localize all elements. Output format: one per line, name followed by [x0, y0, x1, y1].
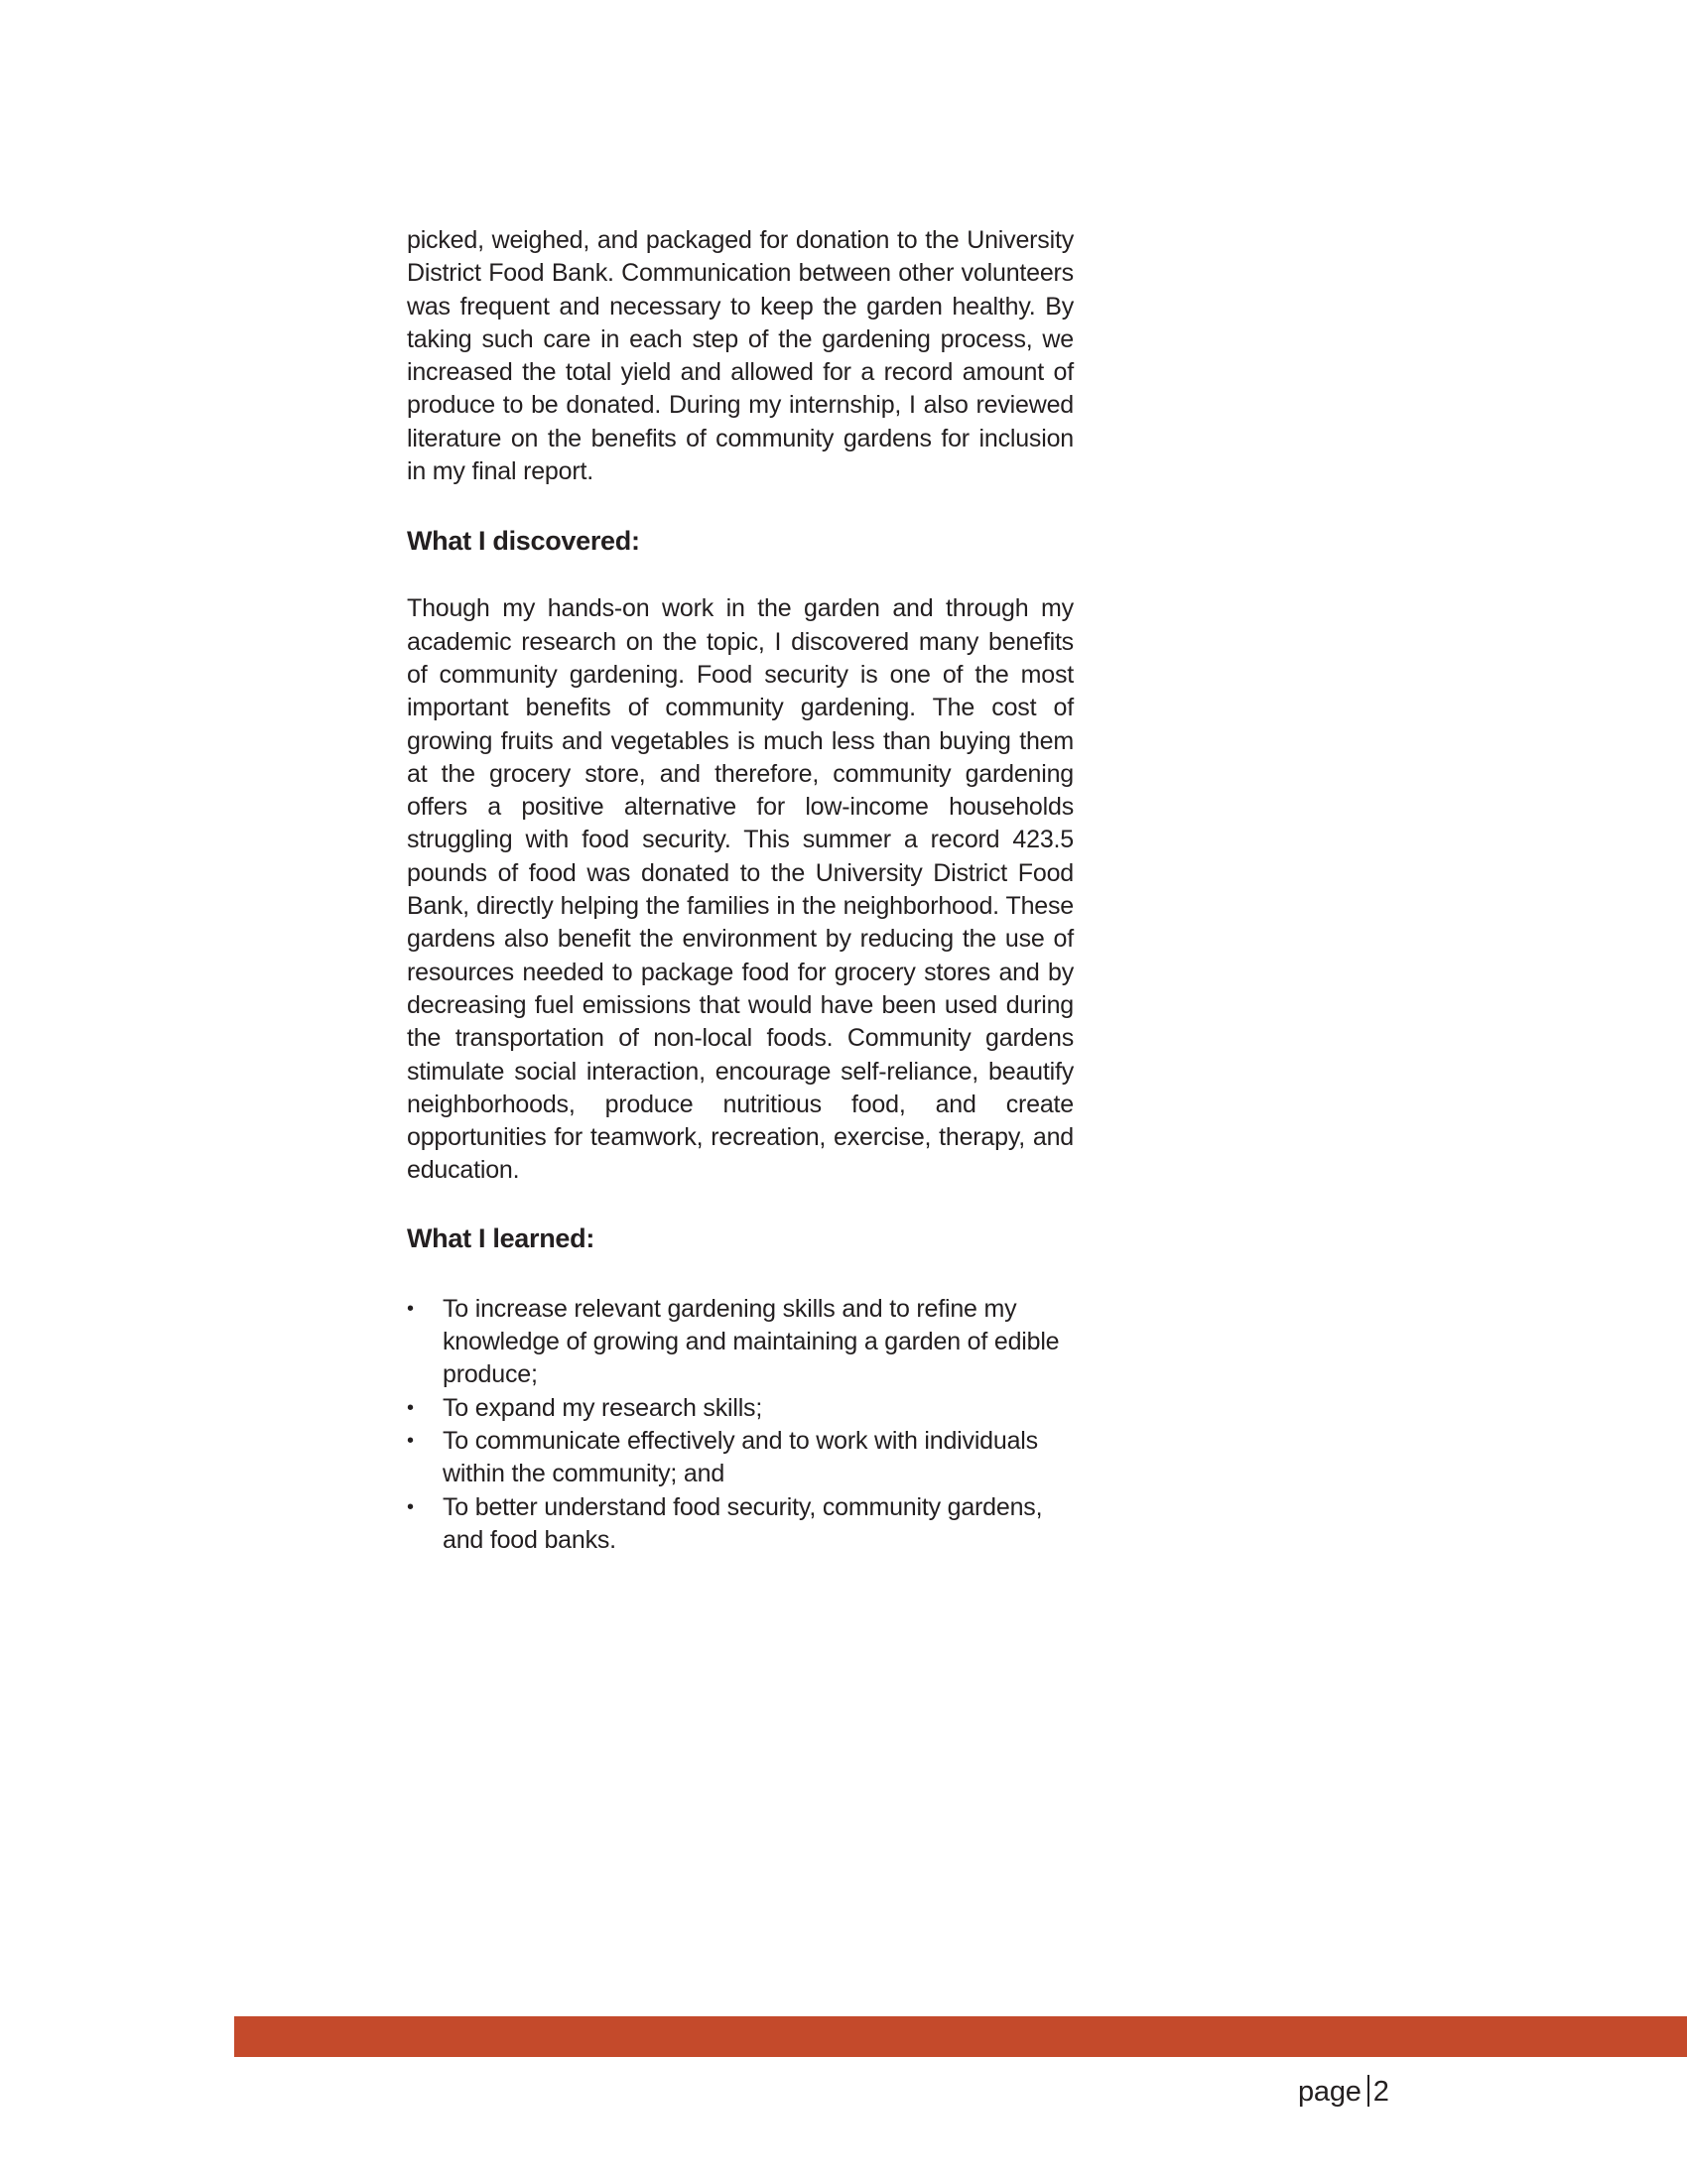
list-item — [407, 1491, 1062, 1558]
list-item — [407, 1293, 1062, 1392]
list-item-text: To communicate effectively and to work with individuals within the community; and — [443, 1426, 1038, 1488]
bullet-icon: • — [407, 1297, 414, 1320]
page-number: 2 — [1372, 2076, 1389, 2108]
intro-paragraph: picked, weighed, and packaged for donation to the University District Food Bank. Communication between other volunteers was frequent and necessary to keep the garden healthy. By taking such care in each step of the gardening process, we increased the total yield and allowed for a record amount of produce to be donated. During my internship, I also reviewed literature on the benefits of community gardens for inclusion in my final report. — [407, 226, 1074, 486]
list-item-text: To better understand food security, community gardens, and food banks. — [443, 1492, 1043, 1554]
bullet-icon: • — [407, 1396, 414, 1419]
page-separator — [1367, 2075, 1369, 2107]
footer-accent-bar — [234, 2016, 1687, 2057]
list-item-text: To increase relevant gardening skills and to refine my knowledge of growing and maintaining a garden of edible produce; — [443, 1294, 1060, 1389]
bullet-icon: • — [407, 1429, 414, 1452]
list-item — [407, 1392, 1062, 1425]
main-text-column — [407, 224, 1074, 1557]
bullet-icon: • — [407, 1495, 414, 1518]
page-number-label — [1298, 2074, 1389, 2110]
discovered-heading: What I discovered: — [407, 526, 640, 557]
list-item — [407, 1425, 1062, 1491]
page-word: page — [1298, 2076, 1362, 2108]
list-item-text: To expand my research skills; — [443, 1393, 763, 1422]
learned-heading: What I learned: — [407, 1222, 595, 1253]
learned-list — [407, 1293, 1062, 1557]
discovered-paragraph: Though my hands-on work in the garden and through my academic research on the topic, I discovered many benefits of community gardening. Food security is one of the most important benefits of community gardening. The cost of growing fruits and vegetables is much less than buying them at the grocery store, and therefore, community gardening offers a positive alternative for low-income households struggling with food security. This summer a record 423.5 pounds of food was donated to the University District Food Bank, directly helping the families in the neighborhood. These gardens also benefit the environment by reducing the use of resources needed to package food for grocery stores and by decreasing fuel emissions that would have been used during the transportation of non-local foods. Community gardens stimulate social interaction, encourage self-reliance, beautify neighborhoods, produce nutritious food, and create opportunities for teamwork, recreation, exercise, therapy, and education. — [407, 594, 1074, 1185]
